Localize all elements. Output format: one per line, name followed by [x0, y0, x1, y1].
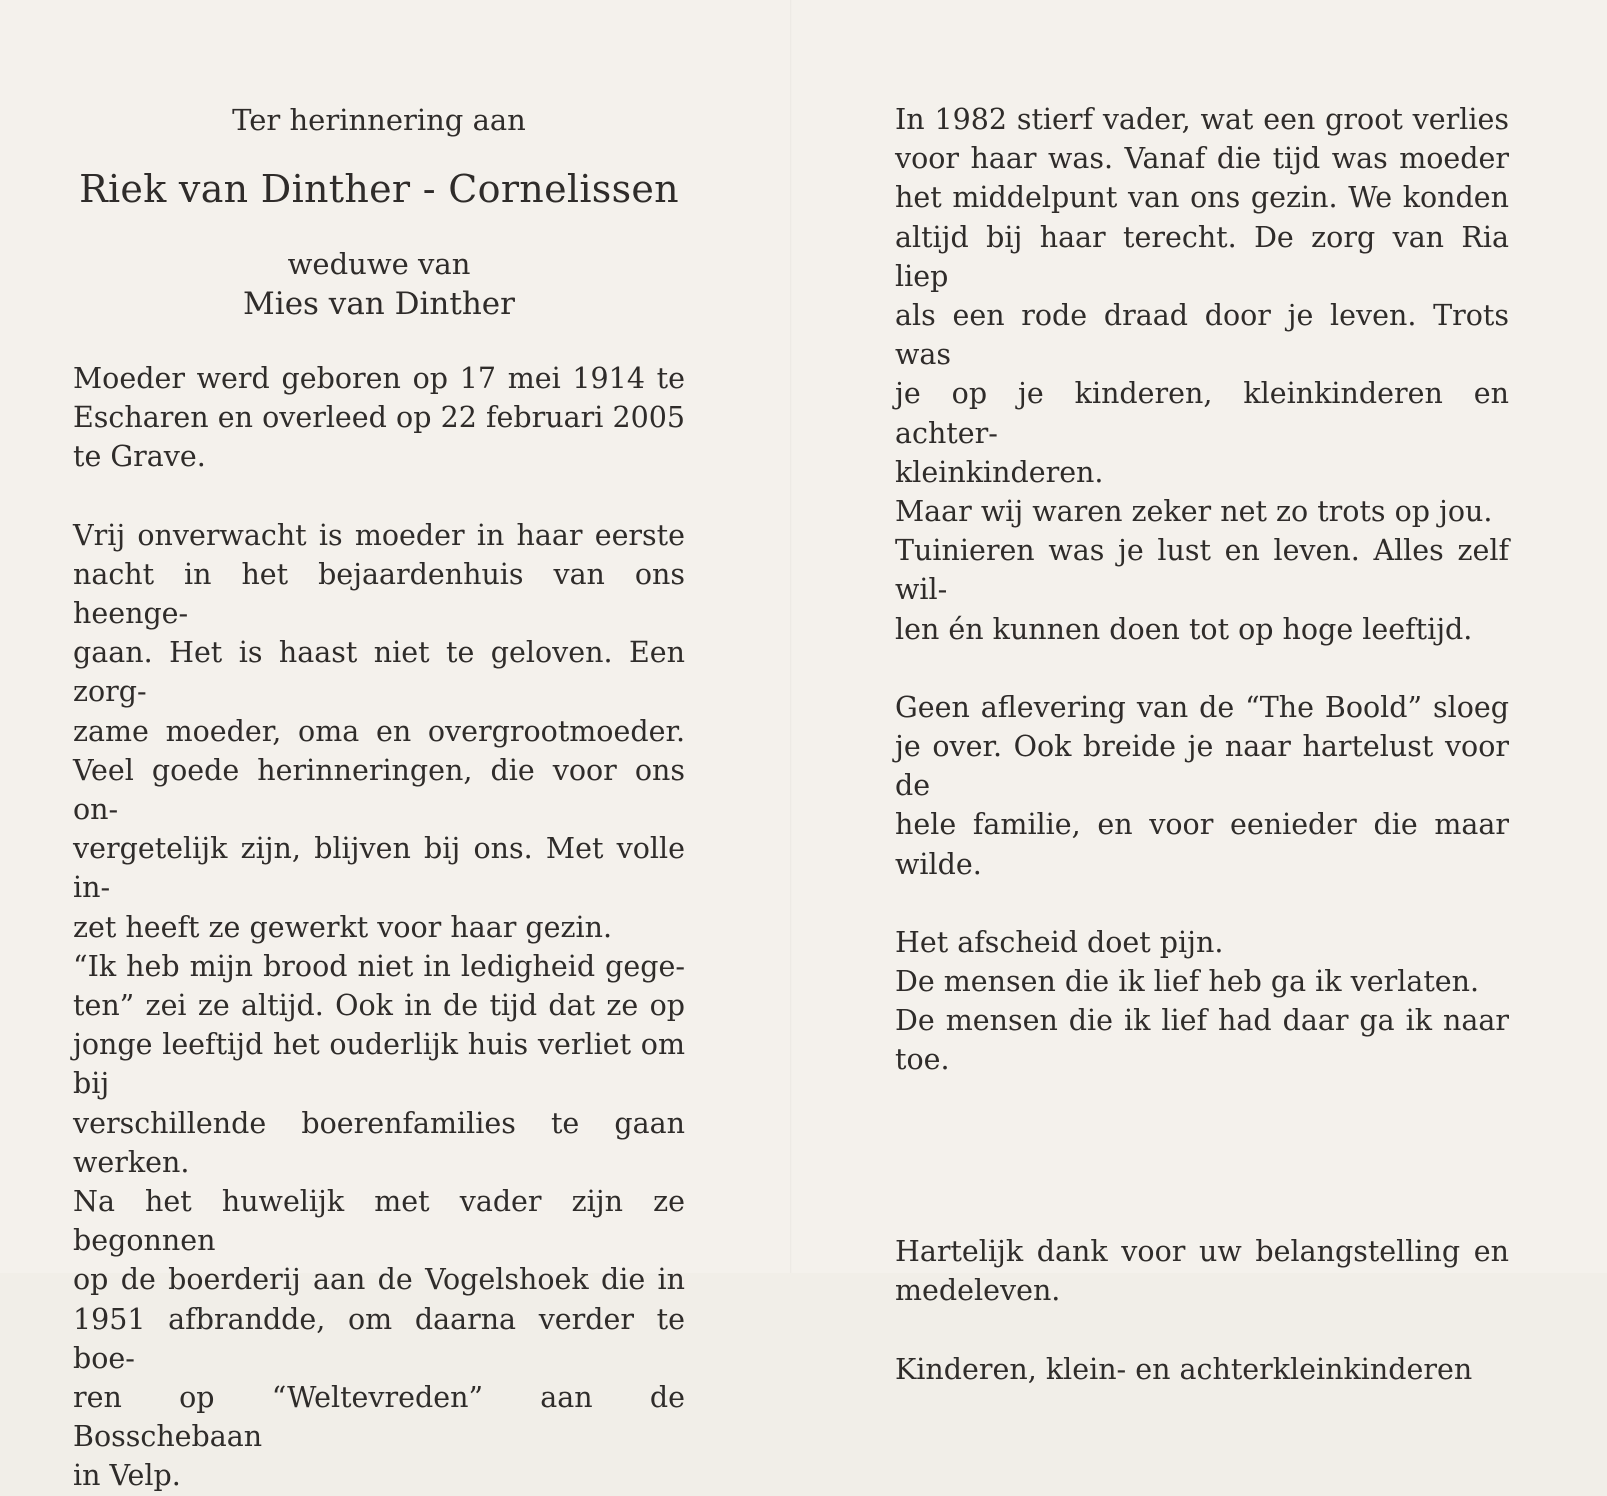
text-line: altijd bij haar terecht. De zorg van Ria liep [895, 220, 1509, 293]
text-line: als een rode draad door je leven. Trots was [895, 299, 1509, 372]
text-line: Escharen en overleed op 22 februari 2005 [73, 401, 685, 435]
intro-text: Ter herinnering aan [232, 103, 526, 137]
text-line: in Velp. [73, 1459, 181, 1493]
text-line: ten” zei ze altijd. Ook in de tijd dat ze op [73, 989, 685, 1023]
text-line: Hartelijk dank voor uw belangstelling en [895, 1234, 1509, 1268]
text-line: Moeder werd geboren op 17 mei 1914 te [73, 362, 685, 395]
text-line: je over. Ook breide je naar hartelust voor de [895, 730, 1509, 803]
text-line: wilde. [895, 847, 982, 881]
text-line: het middelpunt van ons gezin. We konden [895, 181, 1509, 215]
text-line: toe. [895, 1043, 950, 1077]
text-line: medeleven. [895, 1273, 1061, 1307]
text-line: “Ik heb mijn brood niet in ledigheid gege- [73, 949, 685, 983]
hobbies-paragraph [895, 688, 1509, 884]
deceased-name: Riek van Dinther - Cornelissen [79, 167, 679, 211]
text-line: hele familie, en voor eenieder die maar [895, 808, 1509, 842]
text-line: zet heeft ze gewerkt voor haar gezin. [73, 910, 613, 944]
text-line: je op je kinderen, kleinkinderen en achter- [895, 377, 1509, 450]
text-line: Het afscheid doet pijn. [895, 925, 1224, 959]
text-line: Tuinieren was je lust en leven. Alles zelf wil- [895, 534, 1509, 607]
text-line: Geen aflevering van de “The Boold” sloeg [895, 690, 1509, 724]
spouse-name: Mies van Dinther [243, 286, 515, 322]
text-line: Na het huwelijk met vader zijn ze begonnen [73, 1185, 685, 1258]
memories-paragraph [895, 100, 1509, 649]
text-line: jonge leeftijd het ouderlijk huis verliet om bij [73, 1028, 685, 1101]
text-line: voor haar was. Vanaf die tijd was moeder [895, 142, 1509, 176]
text-line: len én kunnen doen tot op hoge leeftijd. [895, 612, 1473, 646]
text-line: Veel goede herinneringen, die voor ons on- [73, 753, 685, 827]
thanks-paragraph [895, 1232, 1509, 1310]
text-line: Maar wij waren zeker net zo trots op jou. [895, 495, 1493, 529]
text-line: verschillende boerenfamilies te gaan werken. [73, 1106, 685, 1179]
text-line: 1951 afbrandde, om daarna verder te boe- [73, 1302, 685, 1375]
text-line: vergetelijk zijn, blijven bij ons. Met volle in- [73, 832, 685, 905]
text-line: ren op “Weltevreden” aan de Bosschebaan [73, 1381, 685, 1454]
widow-label: weduwe van [287, 247, 471, 281]
text-line: In 1982 stierf vader, wat een groot verlies [895, 103, 1509, 136]
text-line: De mensen die ik lief had daar ga ik naar [895, 1004, 1509, 1038]
text-line: Vrij onverwacht is moeder in haar eerste [73, 518, 685, 552]
text-line: gaan. Het is haast niet te geloven. Een zorg- [73, 636, 685, 709]
text-line: De mensen die ik lief heb ga ik verlaten. [895, 965, 1480, 999]
card-fold [790, 0, 792, 1273]
birth-paragraph [73, 359, 685, 477]
left-panel [73, 100, 685, 1496]
right-panel [895, 100, 1509, 1389]
text-line: nacht in het bejaardenhuis van ons heenge- [73, 557, 685, 631]
story-paragraph [73, 516, 685, 1496]
text-line: kleinkinderen. [895, 455, 1104, 489]
poem [895, 923, 1509, 1080]
text-line: te Grave. [73, 440, 206, 474]
text-line: op de boerderij aan de Vogelshoek die in [73, 1263, 685, 1297]
signature: Kinderen, klein- en achterkleinkinderen [895, 1353, 1473, 1387]
text-line: zame moeder, oma en overgrootmoeder. [73, 714, 685, 748]
